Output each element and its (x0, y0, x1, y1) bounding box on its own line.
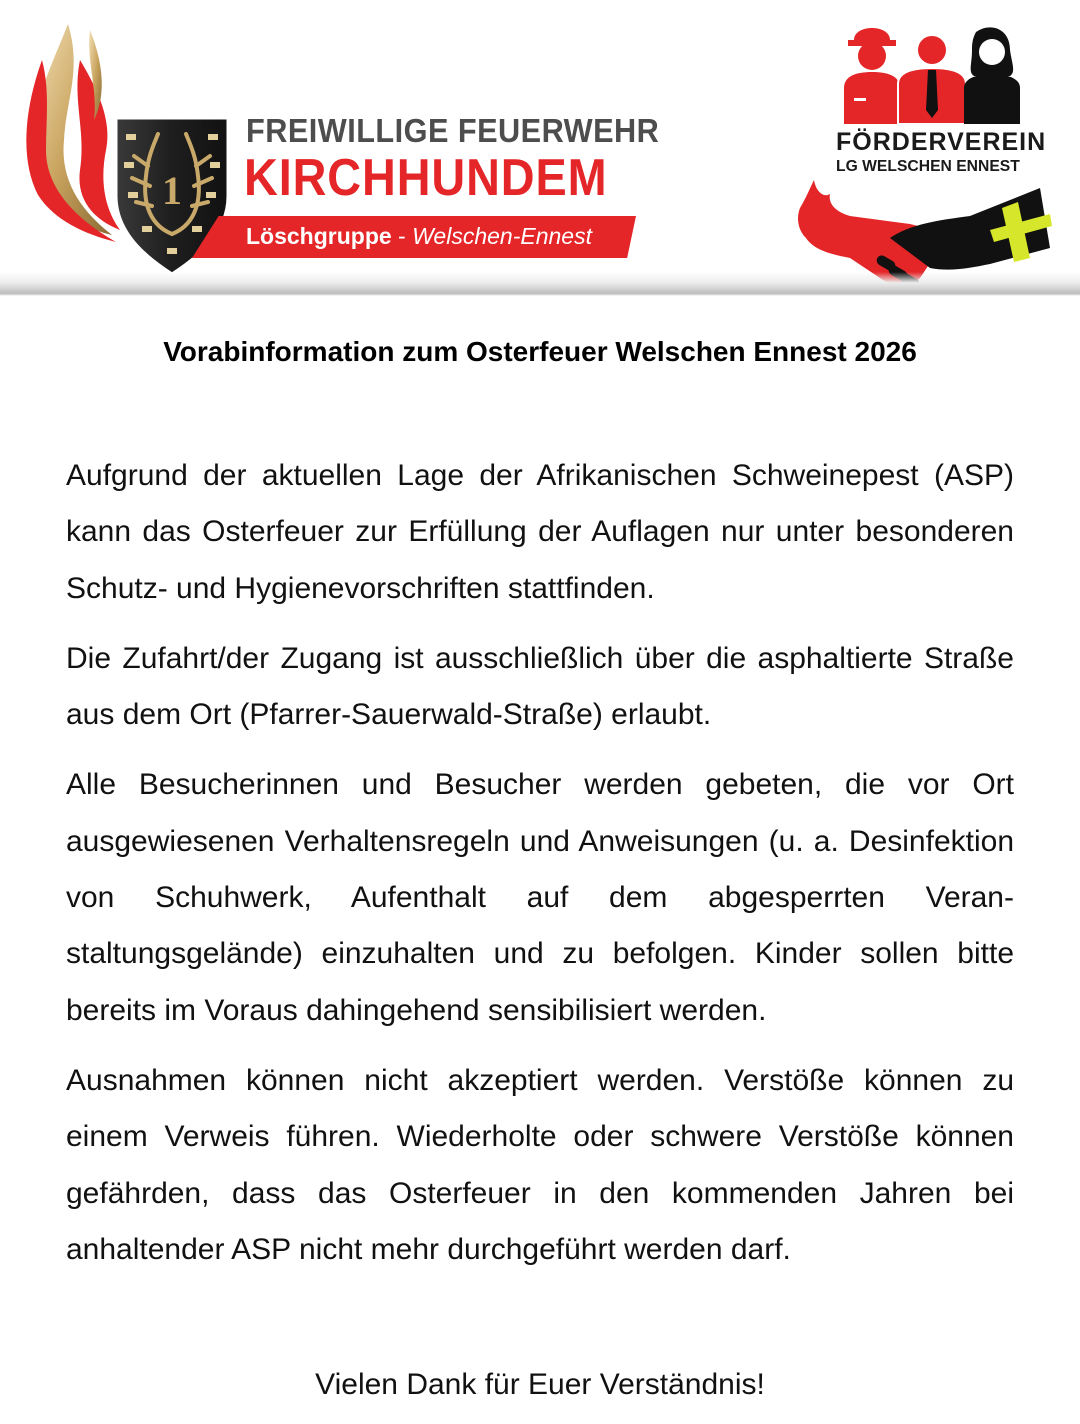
brigade-town: KIRCHHUNDEM (244, 149, 608, 207)
unit-label-bold: Löschgruppe (246, 223, 392, 249)
people-group-icon (840, 18, 1020, 126)
association-title: FÖRDERVEREIN (836, 128, 1047, 156)
paragraph-visitor-rules: Alle Besucherinnen und Besucher werden gebeten, die vor Ort ausgewiesenen Verhaltensregeln und Anweisungen (u. a. Desinfektion von Schuhwerk, Aufenthalt auf dem abgesperrten Veranstaltungsgelände) einzuhalten und zu befolgen. Kinder sollen bitte bereits im Voraus dahingehend sensibilisiert werden. (66, 768, 1014, 1027)
association-subtitle: LG WELSCHEN ENNEST (836, 158, 1020, 175)
paragraph-access-route: Die Zufahrt/der Zugang ist ausschließlich über die asphaltierte Straße aus dem Ort (Pfarrer-Sauerwald-Straße) erlaubt. (66, 641, 1014, 732)
support-association-logo (790, 18, 1060, 293)
unit-label-separator: - (391, 223, 413, 249)
unit-label-location: Welschen-Ennest (412, 223, 592, 249)
paragraph-asp-notice: Aufgrund der aktuellen Lage der Afrikanischen Schweinepest (ASP) kann das Osterfeuer zur Erfüllung der Auflagen nur unter besonderen Schutz- und Hygienevorschriften stattfinden. (66, 459, 1014, 605)
unit-label (246, 223, 592, 250)
brigade-name: FREIWILLIGE FEUERWEHR (246, 112, 660, 149)
closing-thanks: Vielen Dank für Euer Verständnis! (315, 1368, 765, 1401)
paragraph-consequences: Ausnahmen können nicht akzeptiert werden. Verstöße können zu einem Verweis führen. Wiederholte oder schwere Verstöße können gefährden, dass das Osterfeuer in den kommenden Jahren bei anhaltender ASP nicht mehr durchgeführt werden darf. (66, 1063, 1014, 1266)
document-body (66, 448, 1014, 1292)
document-title: Vorabinformation zum Osterfeuer Welschen Ennest 2026 (163, 336, 917, 367)
svg-text:1: 1 (162, 168, 182, 213)
header-divider (0, 272, 1080, 296)
fire-brigade-logo (20, 20, 660, 270)
letterhead (0, 0, 1080, 300)
